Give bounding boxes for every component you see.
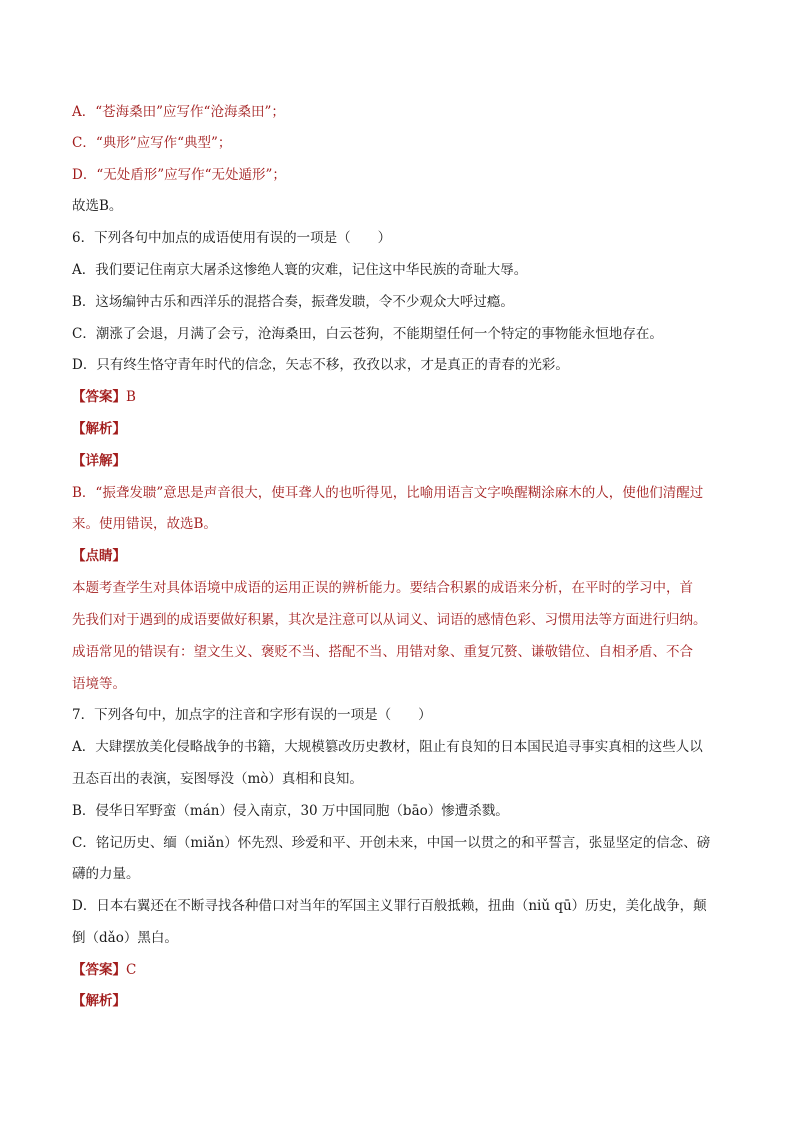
question-7-option-d-line-2: 倒（dǎo）黑白。 xyxy=(72,930,178,946)
key-point-line-2: 先我们对于遇到的成语要做好积累，其次是注意可以从词义、词语的感情色彩、习惯用法等方面进行归纳。 xyxy=(72,612,707,628)
answer-label-2 xyxy=(72,962,136,978)
question-7-option-a-line-1: A．大肆摆放美化侵略战争的书籍，大规模篡改历史教材，阻止有良知的日本国民追寻事实真相的这些人以 xyxy=(72,739,703,755)
key-point-label xyxy=(72,548,126,564)
question-6-option-d: D．只有终生恪守青年时代的信念，矢志不移，孜孜以求，才是真正的青春的光彩。 xyxy=(72,357,569,373)
conclusion-line: 故选B。 xyxy=(72,198,123,214)
answer-value-2: C xyxy=(126,962,137,978)
analysis-label xyxy=(72,421,126,437)
question-6-stem: 6．下列各句中加点的成语使用有误的一项是（ ） xyxy=(72,230,392,246)
detail-text-line-1: B．“振聋发聩”意思是声音很大，使耳聋人的也听得见，比喻用语言文字唤醒糊涂麻木的人，使他们清醒过 xyxy=(72,485,704,501)
question-6-option-b: B．这场编钟古乐和西洋乐的混搭合奏，振聋发聩，令不少观众大呼过瘾。 xyxy=(72,294,514,310)
question-7-option-a-line-2: 丑态百出的表演，妄图辱没（mò）真相和良知。 xyxy=(72,771,363,787)
answer-tag: 【答案】 xyxy=(72,389,126,405)
analysis-label-2 xyxy=(72,993,126,1009)
explanation-option-c: C．“典形”应写作“典型”； xyxy=(72,135,232,151)
question-7-stem: 7．下列各句中，加点字的注音和字形有误的一项是（ ） xyxy=(72,707,432,723)
key-point-line-4: 语境等。 xyxy=(72,676,126,692)
answer-label xyxy=(72,389,136,405)
question-6-option-c: C．潮涨了会退，月满了会亏，沧海桑田，白云苍狗，不能期望任何一个特定的事物能永恒地存在。 xyxy=(72,326,663,342)
analysis-tag-2: 【解析】 xyxy=(72,993,126,1009)
question-7-option-d-line-1: D．日本右翼还在不断寻找各种借口对当年的军国主义罪行百般抵赖，扭曲（niǔ qū）历史，美化战争，颠 xyxy=(72,898,707,914)
detail-label xyxy=(72,453,126,469)
key-point-line-1: 本题考查学生对具体语境中成语的运用正误的辨析能力。要结合积累的成语来分析，在平时的学习中，首 xyxy=(72,580,693,596)
explanation-option-a: A．“苍海桑田”应写作“沧海桑田”； xyxy=(72,104,285,120)
explanation-option-d: D．“无处盾形”应写作“无处遁形”； xyxy=(72,167,286,183)
key-point-line-3: 成语常见的错误有：望文生义、褒贬不当、搭配不当、用错对象、重复冗赘、谦敬错位、自相矛盾、不合 xyxy=(72,644,693,660)
question-7-option-b: B．侵华日军野蛮（mán）侵入南京，30 万中国同胞（bāo）惨遭杀戮。 xyxy=(72,803,509,819)
key-point-tag: 【点睛】 xyxy=(72,548,126,564)
answer-tag-2: 【答案】 xyxy=(72,962,126,978)
detail-text-line-2: 来。使用错误，故选B。 xyxy=(72,516,217,532)
question-6-option-a: A．我们要记住南京大屠杀这惨绝人寰的灾难，记住这中华民族的奇耻大辱。 xyxy=(72,262,528,278)
question-7-option-c-line-1: C．铭记历史、缅（miǎn）怀先烈、珍爱和平、开创未来，中国一以贯之的和平誓言，张显坚定的信念、磅 xyxy=(72,835,711,851)
analysis-tag: 【解析】 xyxy=(72,421,126,437)
answer-value: B xyxy=(126,389,136,405)
question-7-option-c-line-2: 礴的力量。 xyxy=(72,866,140,882)
detail-tag: 【详解】 xyxy=(72,453,126,469)
